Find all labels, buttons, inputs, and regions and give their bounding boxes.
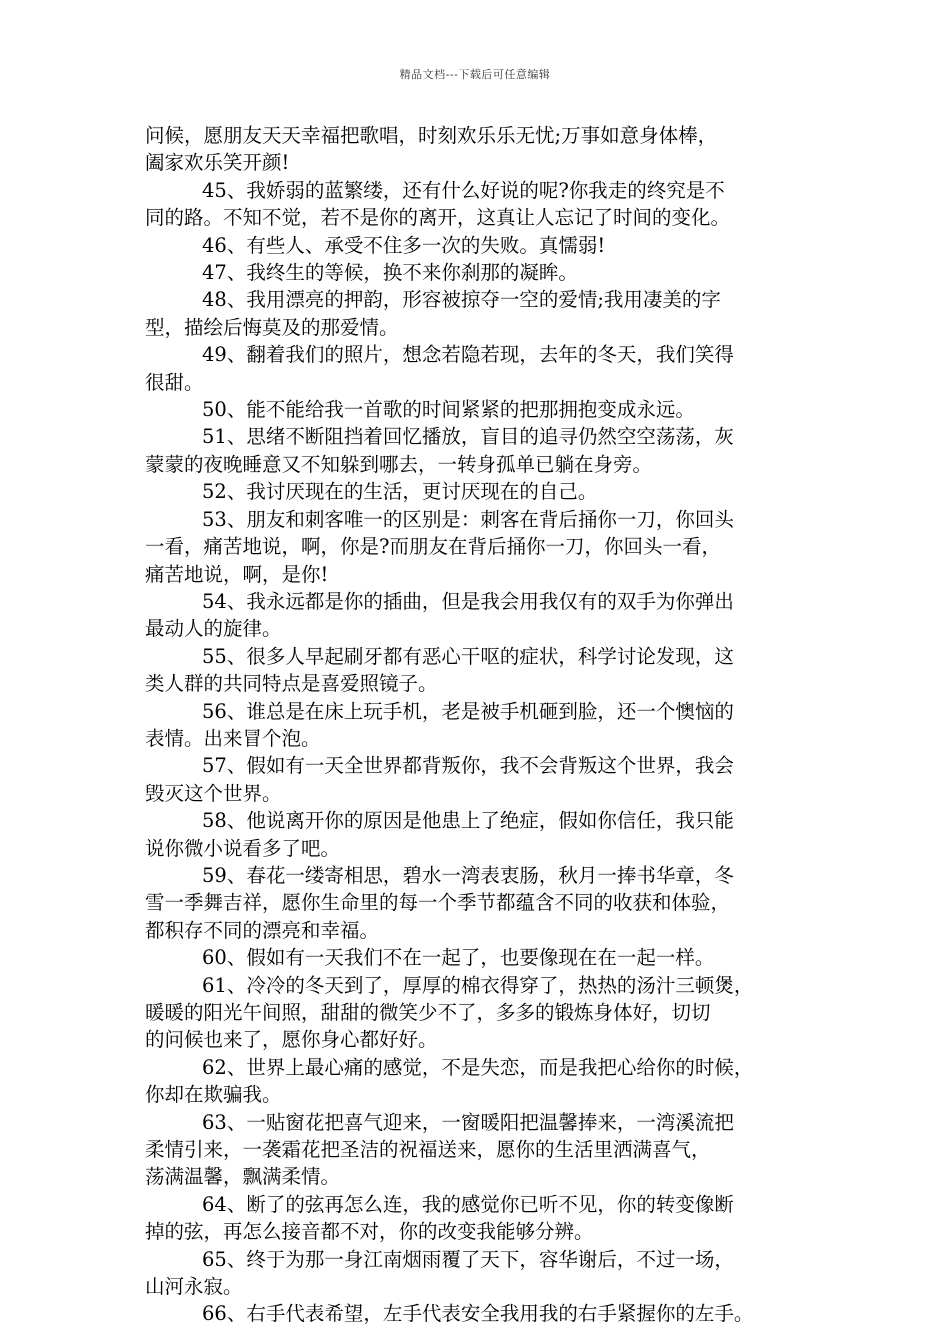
text-line: 类人群的共同特点是喜爱照镜子。 (145, 672, 438, 696)
text-line: 柔情引来，一袭霜花把圣洁的祝福送来，愿你的生活里洒满喜气， (145, 1138, 711, 1162)
text-line: 毁灭这个世界。 (145, 781, 282, 805)
text-line: 63、一贴窗花把喜气迎来，一窗暖阳把温馨捧来，一湾溪流把 (202, 1110, 734, 1134)
text-line: 65、终于为那一身江南烟雨覆了天下，容华谢后，不过一场， (202, 1247, 734, 1271)
text-line: 58、他说离开你的原因是他患上了绝症，假如你信任，我只能 (202, 809, 734, 833)
text-line: 47、我终生的等候，换不来你刹那的凝眸。 (202, 261, 578, 285)
text-line: 48、我用漂亮的押韵，形容被掠夺一空的爱情;我用凄美的字 (202, 288, 721, 312)
text-line: 痛苦地说，啊，是你! (145, 562, 329, 586)
text-line: 一看，痛苦地说，啊，你是?而朋友在背后捅你一刀，你回头一看， (145, 535, 721, 559)
text-line: 问候，愿朋友天天幸福把歌唱，时刻欢乐乐无忧;万事如意身体棒， (145, 124, 718, 147)
text-line: 55、很多人早起刷牙都有恶心干呕的症状，科学讨论发现，这 (202, 644, 734, 668)
text-line: 型，描绘后悔莫及的那爱情。 (145, 315, 399, 339)
text-line: 53、朋友和刺客唯一的区别是：刺客在背后捅你一刀，你回头 (202, 507, 734, 531)
text-line: 50、能不能给我一首歌的时间紧紧的把那拥抱变成永远。 (202, 398, 695, 422)
text-line: 暖暖的阳光午间照，甜甜的微笑少不了，多多的锻炼身体好，切切 (145, 1001, 711, 1024)
text-line: 同的路。不知不觉，若不是你的离开，这真让人忘记了时间的变化。 (145, 206, 731, 230)
text-line: 蒙蒙的夜晚睡意又不知躲到哪去，一转身孤单已躺在身旁。 (145, 452, 653, 476)
text-line: 最动人的旋律。 (145, 617, 282, 641)
text-line: 66、右手代表希望，左手代表安全我用我的右手紧握你的左手。 (202, 1302, 754, 1326)
text-line: 62、世界上最心痛的感觉，不是失恋，而是我把心给你的时候， (202, 1055, 754, 1079)
page-header: 精品文档---下载后可任意编辑 (399, 68, 551, 81)
text-line: 56、谁总是在床上玩手机，老是被手机砸到脸，还一个懊恼的 (202, 699, 734, 723)
text-line: 的问候也来了，愿你身心都好好。 (145, 1028, 438, 1052)
document-body (145, 122, 825, 1328)
text-line: 掉的弦，再怎么接音都不对，你的改变我能够分辨。 (145, 1220, 594, 1244)
text-line: 雪一季舞吉祥，愿你生命里的每一个季节都蕴含不同的收获和体验， (145, 891, 731, 915)
text-line: 57、假如有一天全世界都背叛你，我不会背叛这个世界，我会 (202, 754, 734, 778)
text-line: 都积存不同的漂亮和幸福。 (145, 918, 380, 942)
text-line: 阖家欢乐笑开颜! (145, 151, 290, 175)
text-line: 表情。出来冒个泡。 (145, 726, 321, 750)
text-line: 51、思绪不断阻挡着回忆播放，盲目的追寻仍然空空荡荡，灰 (202, 425, 734, 449)
text-line: 54、我永远都是你的插曲，但是我会用我仅有的双手为你弹出 (202, 589, 734, 613)
text-line: 山河永寂。 (145, 1275, 243, 1299)
text-line: 说你微小说看多了吧。 (145, 836, 341, 860)
text-line: 61、冷冷的冬天到了，厚厚的棉衣得穿了，热热的汤汁三顿煲， (202, 973, 754, 997)
text-line: 49、翻着我们的照片，想念若隐若现，去年的冬天，我们笑得 (202, 343, 734, 367)
text-line: 你却在欺骗我。 (145, 1083, 282, 1107)
text-line: 荡满温馨，飘满柔情。 (145, 1165, 341, 1189)
text-line: 60、假如有一天我们不在一起了，也要像现在在一起一样。 (202, 946, 715, 970)
text-line: 45、我娇弱的蓝繁缕，还有什么好说的呢?你我走的终究是不 (202, 178, 725, 202)
text-line: 很甜。 (145, 370, 204, 394)
text-line: 64、断了的弦再怎么连，我的感觉你已听不见，你的转变像断 (202, 1192, 734, 1216)
text-line: 59、春花一缕寄相思，碧水一湾表衷肠，秋月一捧书华章，冬 (202, 863, 734, 887)
text-line: 52、我讨厌现在的生活，更讨厌现在的自己。 (202, 480, 598, 504)
text-line: 46、有些人、承受不住多一次的失败。真懦弱! (202, 233, 606, 257)
